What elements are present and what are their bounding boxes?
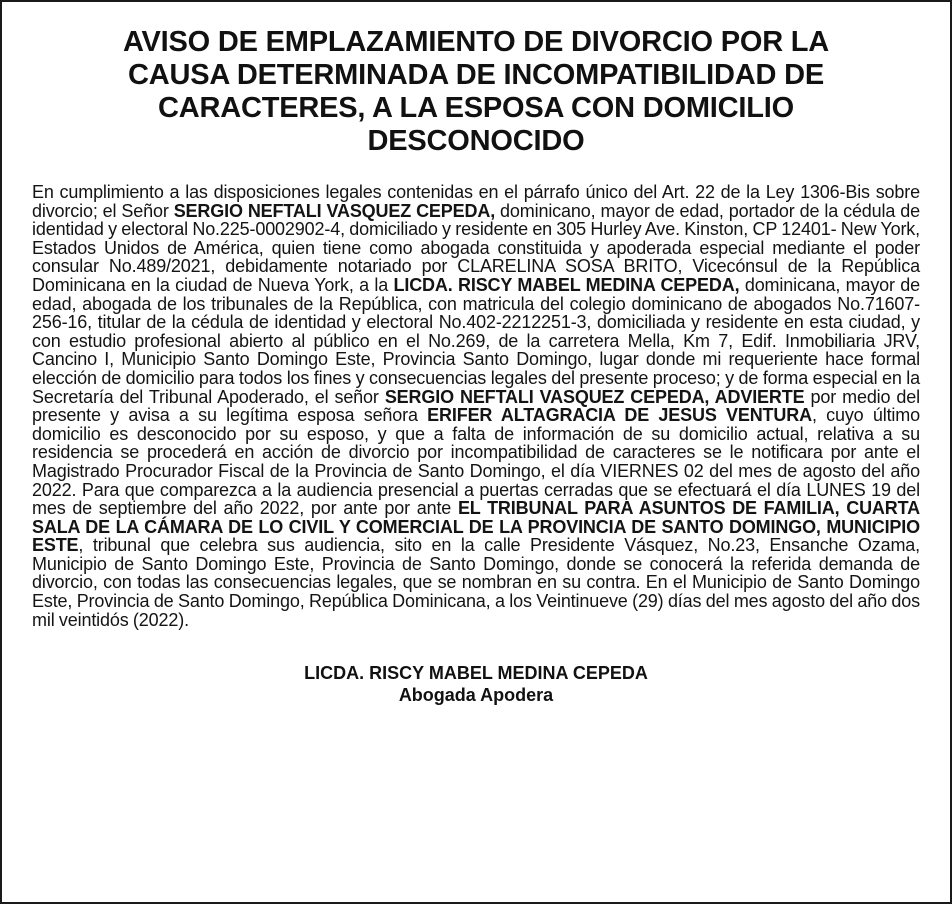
attorney-name: LICDA. RISCY MABEL MEDINA CEPEDA, — [393, 274, 740, 295]
title-line-2: CAUSA DETERMINADA DE INCOMPATIBILIDAD DE — [127, 59, 825, 91]
title-line-4: DESCONOCIDO — [367, 125, 585, 157]
notice-title — [32, 26, 920, 158]
body-segment: , cuyo último domicilio es desconocido por su esposo, y que a falta de información de su domicilio actual, relativa a su residencia se procederá en acción de divorcio por incompatibilidad de caracteres se le notificara por ante el Magistrado Procurador Fiscal de la Provincia de Santo Domingo, el día VIERNES 02 del mes de agosto del año 2022. Para que comparezca a la audiencia presencial a puertas cerradas que se efectuará el día LUNES 19 del mes de septiembre del año 2022, por ante por ante — [32, 405, 920, 519]
body-segment: dominicano, mayor de edad, portador de la cédula de identidad y electoral No.225-0002902-4, domiciliado y residente en 305 Hurley Ave. Kinston, CP 12401- New York, Estados Unidos de América, quien tiene como abogada constituida y apoderada especial mediante el poder consular No.489/2021, debidamente notariado por CLARELINA SOSA BRITO, Vicecónsul de la República Dominicana en la ciudad de Nueva York, a la — [32, 200, 920, 295]
petitioner-name: SERGIO NEFTALI VASQUEZ CEPEDA, — [173, 200, 496, 221]
signature-name: LICDA. RISCY MABEL MEDINA CEPEDA — [304, 663, 648, 684]
body-segment: por medio del presente y avisa a su legítima esposa señora — [32, 386, 921, 426]
signature-role: Abogada Apodera — [398, 685, 554, 706]
body-segment: , tribunal que celebra sus audiencia, sito en la calle Presidente Vásquez, No.23, Ensanche Ozama, Municipio de Santo Domingo Este, Provincia de Santo Domingo, donde se conocerá la referida demanda de divorcio, con todas las consecuencias legales, que se nombran en su contra. En el Municipio de Santo Domingo Este, Provincia de Santo Domingo, República Dominicana, a los Veintinueve (29) días del mes agosto del año dos mil veintidós (2022). — [32, 535, 920, 630]
title-line-3: CARACTERES, A LA ESPOSA CON DOMICILIO — [158, 92, 794, 124]
respondent-name: ERIFER ALTAGRACIA DE JESUS VENTURA — [427, 405, 812, 426]
title-line-1: AVISO DE EMPLAZAMIENTO DE DIVORCIO POR LA — [122, 26, 830, 58]
petitioner-advierte: SERGIO NEFTALI VASQUEZ CEPEDA, ADVIERTE — [384, 386, 805, 407]
body-segment: dominicana, mayor de edad, abogada de los tribunales de la República, con matricula del colegio dominicano de abogados No.71607-256-16, titular de la cédula de identidad y electoral No.402-2212251-3, domiciliada y residente en esta ciudad, y con estudio profesional abierto al público en el No.269, de la carretera Mella, Km 7, Edif. Inmobiliaria JRV, Cancino I, Municipio Santo Domingo Este, Provincia Santo Domingo, lugar donde mi requeriente hace formal elección de domicilio para todos los fines y consecuencias legales del presente proceso; y de forma especial en la Secretaría del Tribunal Apoderado, el señor — [32, 274, 921, 407]
signature-block — [32, 662, 920, 706]
court-name: EL TRIBUNAL PARA ASUNTOS DE FAMILIA, CUARTA SALA DE LA CÁMARA DE LO CIVIL Y COMERCIAL DE LA PROVINCIA DE SANTO DOMINGO, MUNICIPIO ESTE — [32, 498, 920, 556]
notice-body — [32, 183, 920, 629]
body-segment: En cumplimiento a las disposiciones legales contenidas en el párrafo único del Art. 22 de la Ley 1306-Bis sobre divorcio; el Señor — [32, 182, 920, 221]
